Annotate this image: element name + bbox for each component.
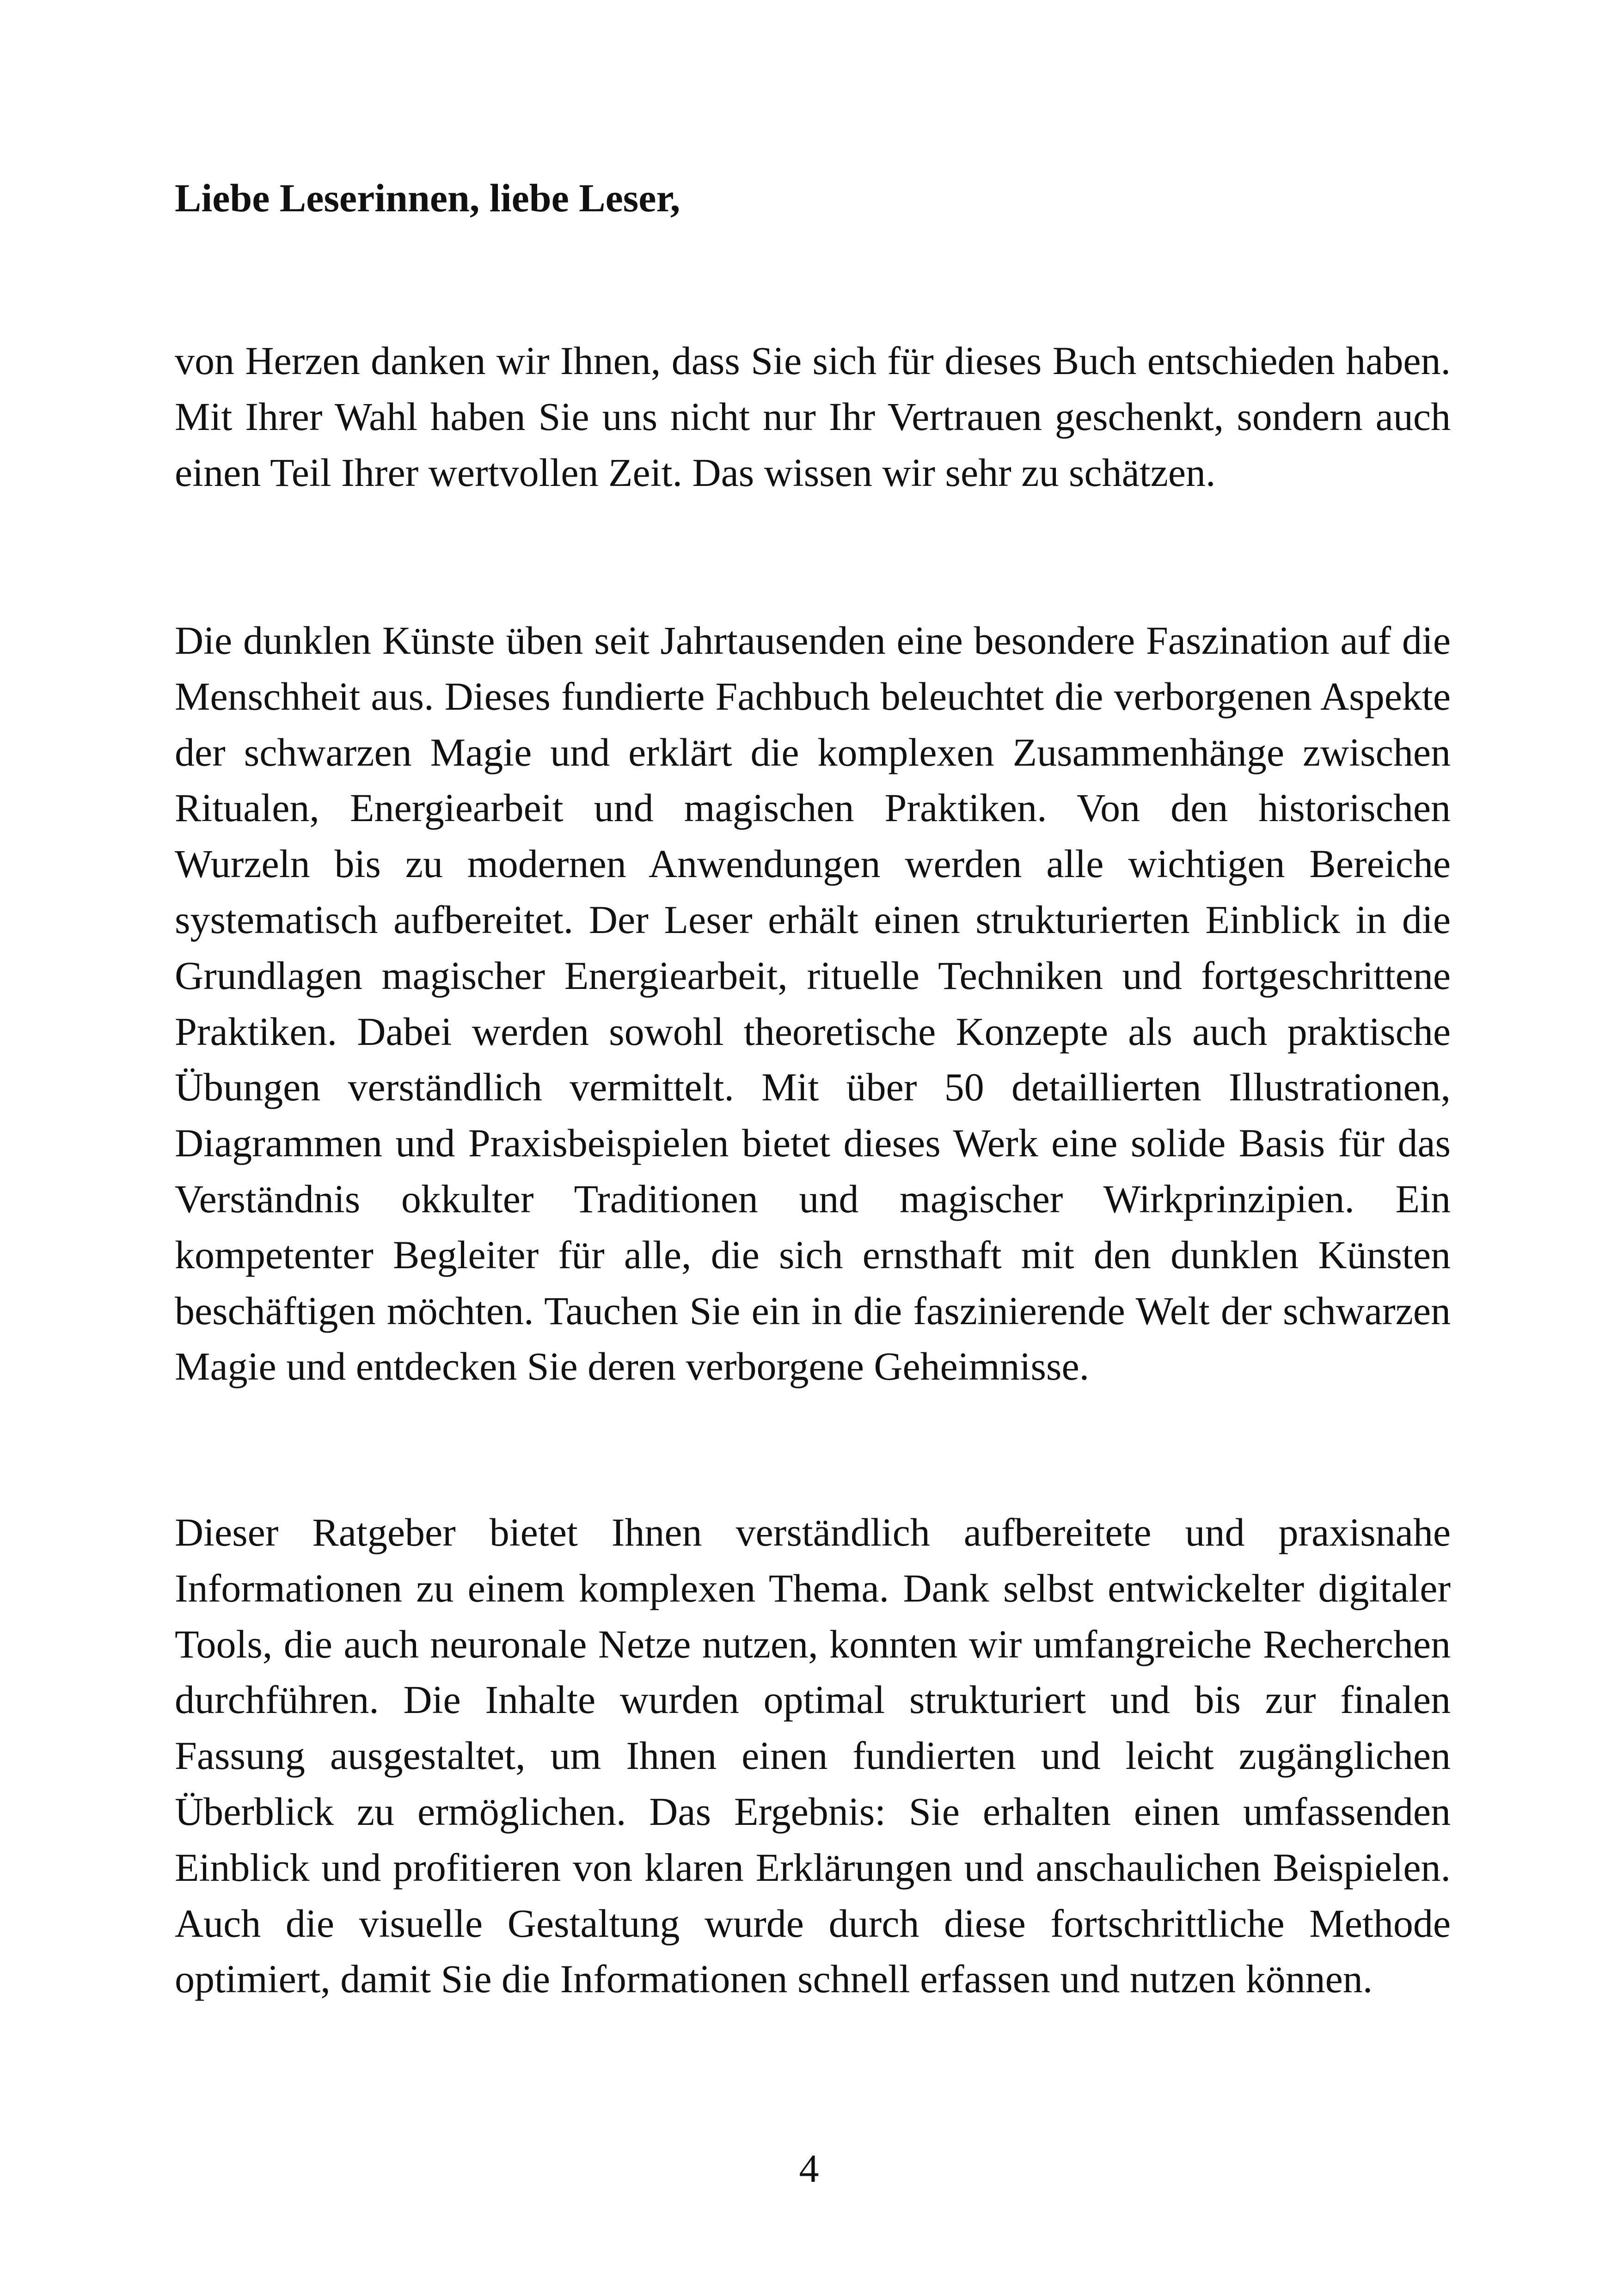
salutation-heading: Liebe Leserinnen, liebe Leser, (175, 176, 680, 220)
page-number: 4 (799, 2146, 819, 2191)
paragraph-book-description: Die dunklen Künste üben seit Jahrtausenden eine besondere Faszination auf die Menschheit aus. Dieses fundierte Fachbuch beleuchtet die verborgenen Aspekte der schwarzen Magie und erklärt die komplexen Zusammenhänge zwischen Ritualen, Energiearbeit und magischen Praktiken. Von den historischen Wurzeln bis zu modernen Anwendungen werden alle wichtigen Bereiche systematisch aufbereitet. Der Leser erhält einen strukturierten Einblick in die Grundlagen magischer Energiearbeit, rituelle Techniken und fortgeschrittene Praktiken. Dabei werden sowohl theoretische Konzepte als auch praktische Übungen verständlich vermittelt. Mit über 50 detaillierten Illustrationen, Diagrammen und Praxisbeispielen bietet dieses Werk eine solide Basis für das Verständnis okkulter Traditionen und magischer Wirkprinzipien. Ein kompetenter Begleiter für alle, die sich ernsthaft mit den dunklen Künsten beschäftigen möchten. Tauchen Sie ein in die faszinierende Welt der schwarzen Magie und entdecken Sie deren verborgene Geheimnisse. (175, 618, 1451, 1389)
paragraph-thanks: von Herzen danken wir Ihnen, dass Sie sich für dieses Buch entschieden haben. Mit Ihrer Wahl haben Sie uns nicht nur Ihr Vertrauen geschenkt, sondern auch einen Teil Ihrer wertvollen Zeit. Das wissen wir sehr zu schätzen. (175, 338, 1451, 495)
paragraph-guide-info: Dieser Ratgeber bietet Ihnen verständlich aufbereitete und praxisnahe Informationen zu einem komplexen Thema. Dank selbst entwickelter digitaler Tools, die auch neuronale Netze nutzen, konnten wir umfangreiche Recherchen durchführen. Die Inhalte wurden optimal strukturiert und bis zur finalen Fassung ausgestaltet, um Ihnen einen fundierten und leicht zugänglichen Überblick zu ermöglichen. Das Ergebnis: Sie erhalten einen umfassenden Einblick und profitieren von klaren Erklärungen und anschaulichen Beispielen. Auch die visuelle Gestaltung wurde durch diese fortschrittliche Methode optimiert, damit Sie die Informationen schnell erfassen und nutzen können. (175, 1510, 1451, 2001)
